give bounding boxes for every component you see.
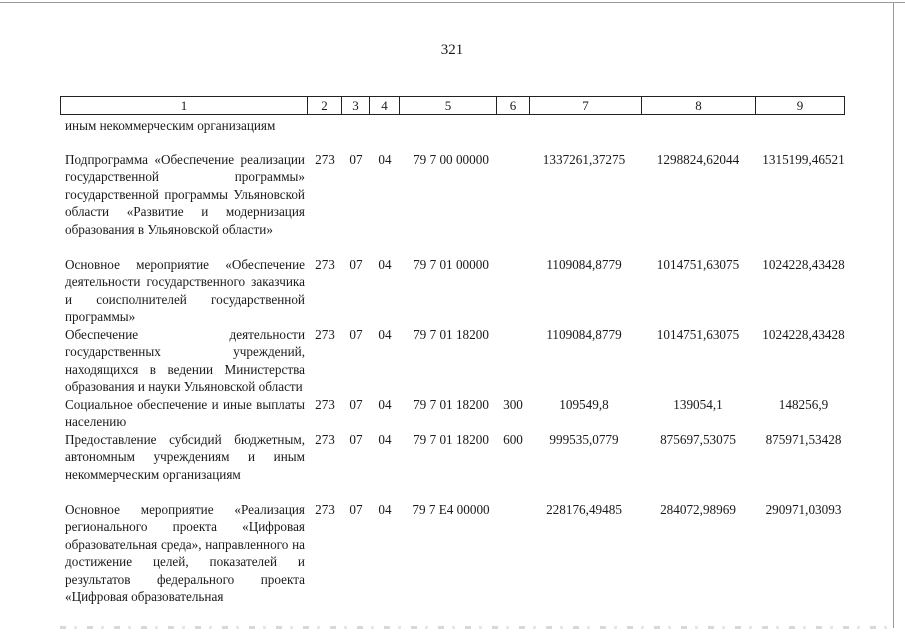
row-col5: 79 7 01 00000 [413,257,489,272]
row-col7: 109549,8 [559,397,609,412]
row-col4: 04 [378,502,392,517]
row-col4: 04 [378,327,392,342]
row-col3: 07 [349,152,363,167]
row-col5: 79 7 E4 00000 [412,502,490,517]
row-col9: 875971,53428 [765,432,842,447]
column-header-2: 2 [307,96,342,115]
column-header-7: 7 [529,96,642,115]
row-col9: 1315199,46521 [762,152,845,167]
row-col3: 07 [349,502,363,517]
row-col5: 79 7 00 00000 [413,152,489,167]
row-col5: 79 7 01 18200 [413,327,489,342]
row-col2: 273 [315,152,335,167]
column-header-8: 8 [641,96,756,115]
row-col9: 1024228,43428 [762,257,845,272]
row-col3: 07 [349,432,363,447]
row-name: Социальное обеспечение и иные выплаты населению [65,397,305,430]
row-name: иным некоммерческим организациям [65,118,276,133]
row-name: Обеспечение деятельности государственных учреждений, находящихся в ведении Министерства образования и науки Ульяновской области [65,327,305,395]
row-col7: 999535,0779 [549,432,619,447]
row-col6: 600 [503,432,523,447]
row-col7: 1109084,8779 [546,257,622,272]
row-col2: 273 [315,502,335,517]
row-col2: 273 [315,327,335,342]
row-col3: 07 [349,397,363,412]
row-col5: 79 7 01 18200 [413,432,489,447]
row-col8: 139054,1 [673,397,723,412]
scan-artifact [60,626,890,629]
row-col9: 1024228,43428 [762,327,845,342]
row-col4: 04 [378,257,392,272]
row-col4: 04 [378,152,392,167]
page-frame-top [0,2,905,3]
column-header-4: 4 [369,96,400,115]
row-col8: 875697,53075 [660,432,736,447]
row-col9: 290971,03093 [765,502,842,517]
row-col6: 300 [503,397,523,412]
column-header-3: 3 [341,96,370,115]
page-frame-right [893,2,894,628]
row-col3: 07 [349,257,363,272]
row-name: Основное мероприятие «Реализация регионального проекта «Цифровая образовательная среда», направленного на достижение целей, показателей и результатов федерального проекта «Цифровая образовательная [65,502,305,605]
row-name: Подпрограмма «Обеспечение реализации государственной программы» государственной программы Ульяновской области «Развитие и модернизация образования в Ульяновской области» [65,152,305,237]
column-header-9: 9 [755,96,845,115]
row-col7: 1337261,37275 [542,152,626,167]
row-col8: 1014751,63075 [656,327,740,342]
row-col2: 273 [315,397,335,412]
row-col2: 273 [315,432,335,447]
row-col7: 1109084,8779 [546,327,622,342]
row-name: Предоставление субсидий бюджетным, автономным учреждениям и иным некоммерческим организациям [65,432,305,482]
row-col8: 1014751,63075 [656,257,740,272]
column-header-6: 6 [496,96,530,115]
row-col9: 148256,9 [778,397,829,412]
row-col7: 228176,49485 [546,502,622,517]
row-col8: 284072,98969 [660,502,736,517]
row-col5: 79 7 01 18200 [413,397,489,412]
row-col8: 1298824,62044 [656,152,740,167]
row-col4: 04 [378,397,392,412]
row-col2: 273 [315,257,335,272]
page-number: 321 [440,42,464,58]
column-header-1: 1 [60,96,308,115]
row-col3: 07 [349,327,363,342]
row-name: Основное мероприятие «Обеспечение деятельности государственного заказчика и соисполнителей государственной программы» [65,257,305,325]
column-header-5: 5 [399,96,497,115]
row-col4: 04 [378,432,392,447]
